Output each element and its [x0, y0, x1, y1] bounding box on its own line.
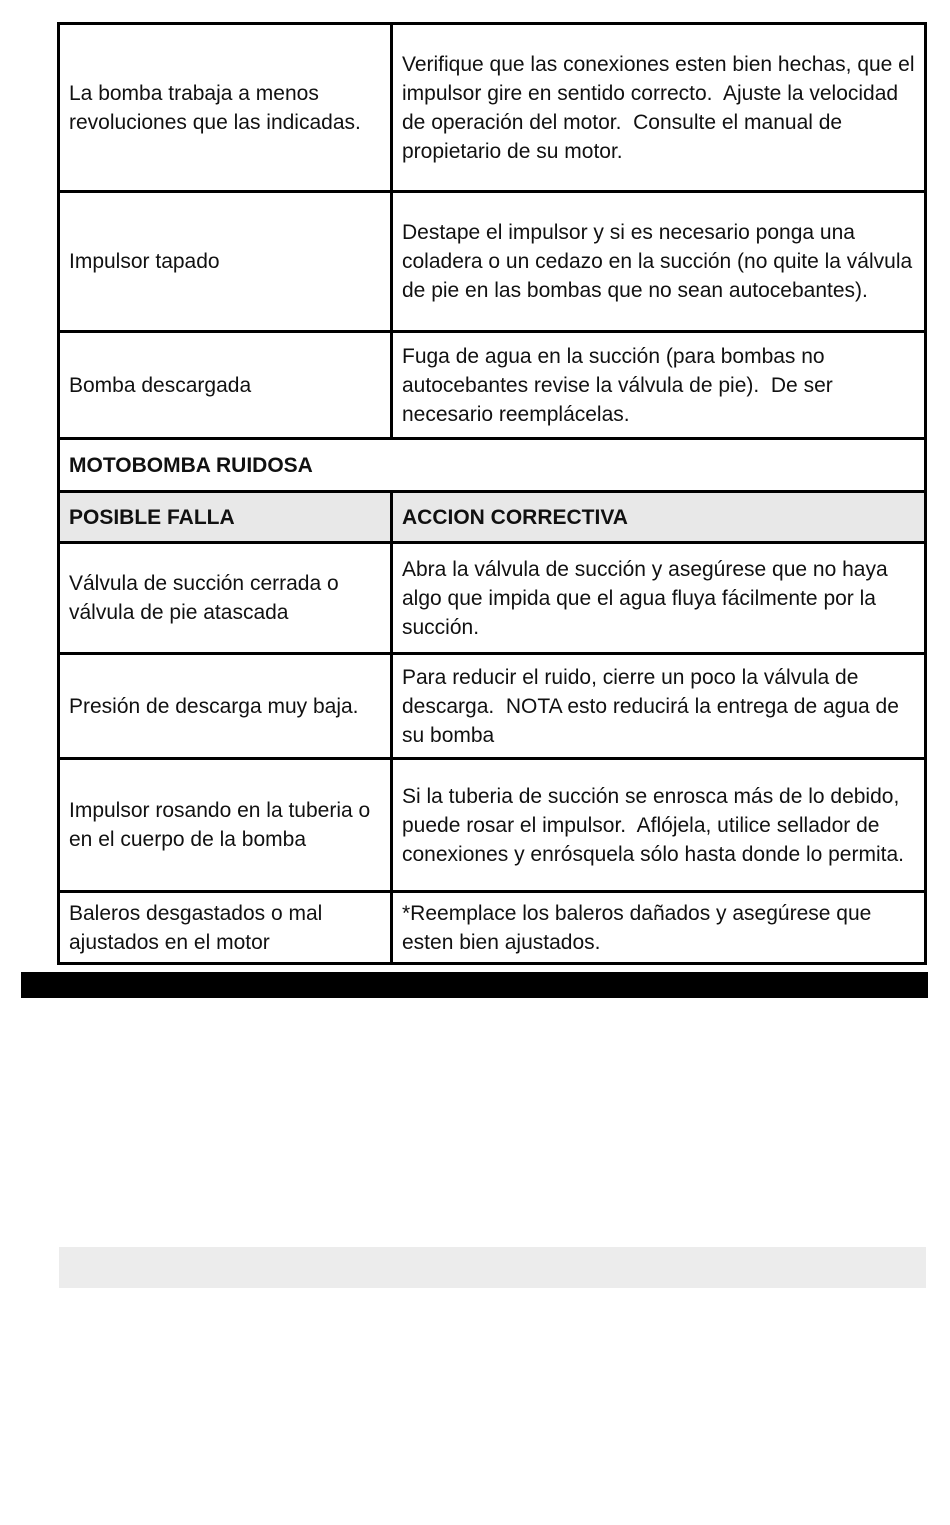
footer-gray-band [59, 1247, 926, 1288]
table-row [59, 759, 926, 892]
accion-correctiva-cell: Destape el impulsor y si es necesario ponga una coladera o un cedazo en la succión (no quite la válvula de pie en las bombas que no sean autocebantes). [392, 192, 926, 332]
accion-correctiva-cell: Para reducir el ruido, cierre un poco la válvula de descarga. NOTA esto reducirá la entrega de agua de su bomba [392, 654, 926, 759]
posible-falla-cell: Impulsor rosando en la tuberia o en el cuerpo de la bomba [59, 759, 392, 892]
posible-falla-cell: Impulsor tapado [59, 192, 392, 332]
accion-correctiva-cell: Fuga de agua en la succión (para bombas no autocebantes revise la válvula de pie). De ser necesario reemplácelas. [392, 332, 926, 439]
column-header-posible-falla: POSIBLE FALLA [59, 492, 392, 543]
black-separator-bar [21, 972, 928, 998]
table-row [59, 332, 926, 439]
posible-falla-cell: Bomba descargada [59, 332, 392, 439]
table-row [59, 892, 926, 964]
posible-falla-cell: La bomba trabaja a menos revoluciones que las indicadas. [59, 24, 392, 192]
accion-correctiva-cell: *Reemplace los baleros dañados y asegúrese que esten bien ajustados. [392, 892, 926, 964]
table-row [59, 543, 926, 654]
accion-correctiva-cell: Verifique que las conexiones esten bien hechas, que el impulsor gire en sentido correcto. Ajuste la velocidad de operación del motor. Consulte el manual de propietario de su motor. [392, 24, 926, 192]
posible-falla-cell: Válvula de succión cerrada o válvula de pie atascada [59, 543, 392, 654]
posible-falla-cell: Presión de descarga muy baja. [59, 654, 392, 759]
troubleshooting-table [57, 22, 927, 965]
table-row [59, 24, 926, 192]
accion-correctiva-cell: Si la tuberia de succión se enrosca más de lo debido, puede rosar el impulsor. Aflójela, utilice sellador de conexiones y enrósquela sólo hasta donde lo permita. [392, 759, 926, 892]
accion-correctiva-cell: Abra la válvula de succión y asegúrese que no haya algo que impida que el agua fluya fácilmente por la succión. [392, 543, 926, 654]
column-header-row [59, 492, 926, 543]
posible-falla-cell: Baleros desgastados o mal ajustados en el motor [59, 892, 392, 964]
section-title: MOTOBOMBA RUIDOSA [59, 439, 926, 492]
section-title-row [59, 439, 926, 492]
table-row [59, 192, 926, 332]
column-header-accion-correctiva: ACCION CORRECTIVA [392, 492, 926, 543]
table-row [59, 654, 926, 759]
